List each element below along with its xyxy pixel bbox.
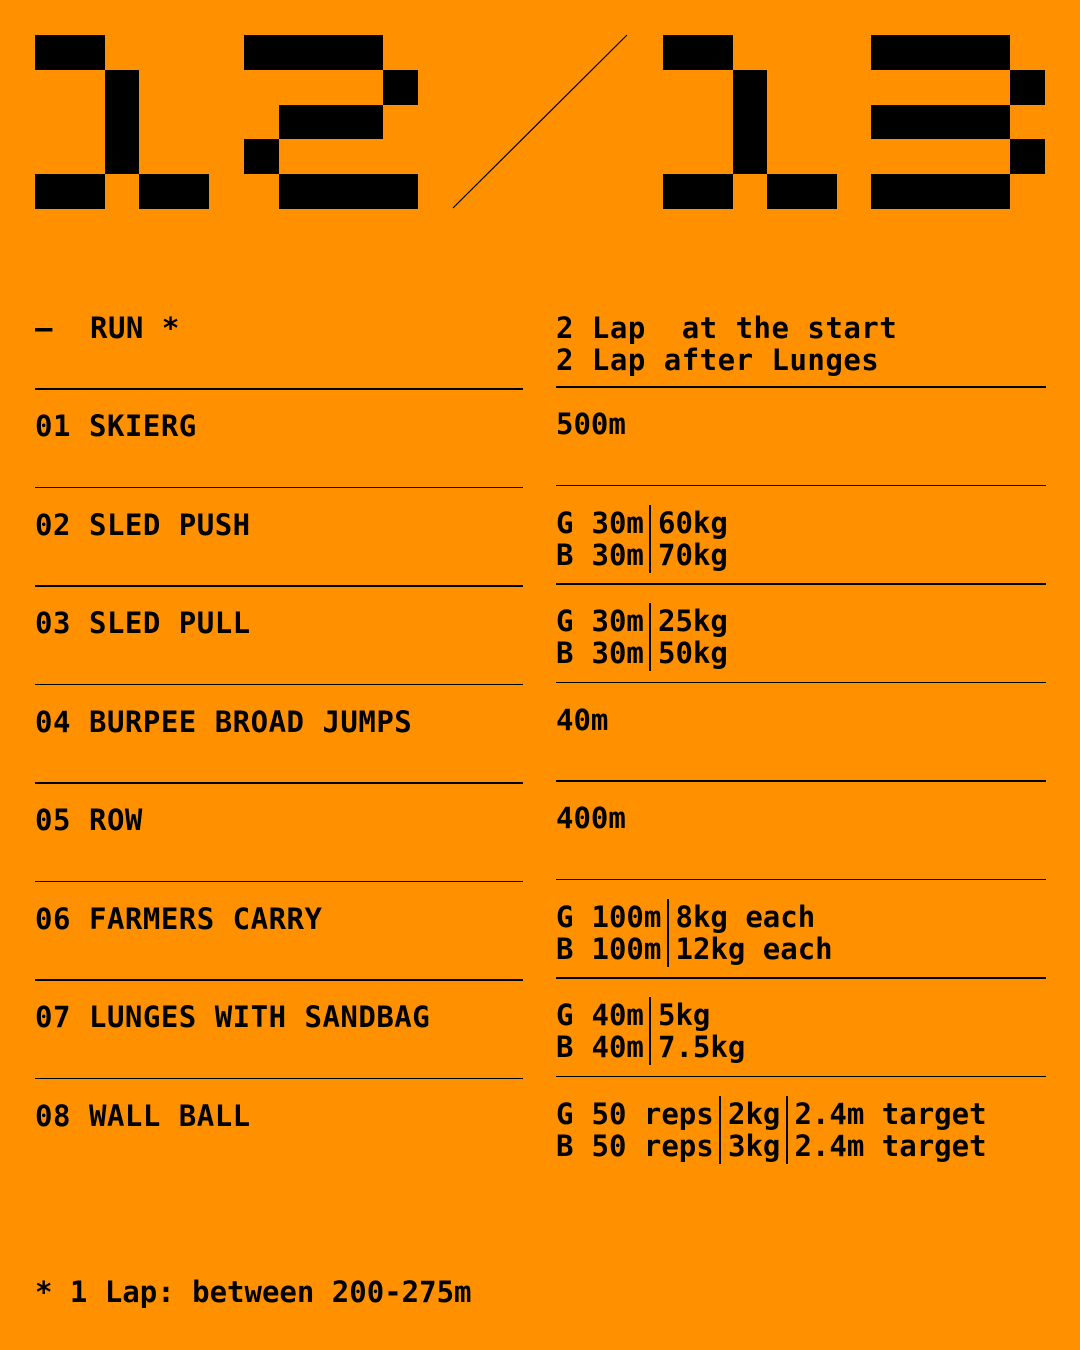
station-detail-cell: 50kg: [658, 636, 728, 670]
station-detail-cell: 400m: [556, 801, 626, 835]
row-divider: [556, 386, 1046, 388]
row-divider: [35, 1078, 523, 1080]
row-divider: [35, 487, 523, 489]
station-detail-cell: 50 reps: [591, 1128, 714, 1163]
station-name: FARMERS CARRY: [89, 901, 323, 936]
station-detail-cell: B: [556, 931, 574, 966]
station-detail-cell: B: [556, 1128, 574, 1163]
run-label: RUN *: [90, 311, 180, 345]
station-number: 03: [35, 606, 71, 640]
station-detail-cell: 12kg each: [675, 931, 833, 966]
station-detail-cell: 2.4m target: [794, 1096, 987, 1131]
station-number: 07: [35, 1000, 71, 1034]
station-number: 02: [35, 507, 71, 542]
station-detail-cell: 2kg: [728, 1096, 781, 1131]
station-detail-cell: 40m: [591, 1030, 644, 1064]
row-divider: [556, 780, 1046, 782]
column-separator: [649, 505, 651, 573]
station-detail-cell: 25kg: [658, 604, 728, 638]
station-detail-cell: 60kg: [658, 505, 728, 540]
station-number: 04: [35, 704, 71, 739]
row-divider: [556, 583, 1046, 585]
station-detail-cell: 30m: [591, 537, 644, 572]
station-detail-cell: 30m: [591, 505, 644, 540]
row-divider: [35, 782, 523, 784]
station-detail-cell: 2.4m target: [794, 1128, 987, 1163]
station-detail-cell: 8kg each: [675, 899, 816, 934]
run-row-detail: [556, 312, 1046, 390]
row-divider: [35, 979, 523, 981]
row-divider: [556, 485, 1046, 487]
station-detail-cell: B: [556, 636, 574, 670]
station-detail-cell: G: [556, 604, 574, 638]
station-detail-cell: 30m: [591, 636, 644, 670]
column-separator: [786, 1096, 788, 1164]
counter-slash-icon: [0, 0, 1080, 240]
station-number: 05: [35, 803, 71, 837]
station-detail-cell: G: [556, 1096, 574, 1131]
run-dash: —: [35, 311, 53, 345]
station-detail-cell: G: [556, 505, 574, 540]
station-detail-cell: 100m: [591, 931, 662, 966]
row-divider: [556, 682, 1046, 684]
column-separator: [719, 1096, 721, 1164]
station-detail-cell: B: [556, 537, 574, 572]
row-divider: [35, 585, 523, 587]
station-name: LUNGES WITH SANDBAG: [89, 1000, 431, 1034]
station-detail-cell: 40m: [591, 998, 644, 1032]
station-number: 06: [35, 901, 71, 936]
run-detail-line1: 2 Lap at the start: [556, 311, 898, 345]
station-number: 01: [35, 409, 71, 443]
station-name: SLED PUSH: [89, 507, 251, 542]
column-separator: [649, 603, 651, 671]
row-divider: [35, 388, 523, 390]
station-number: 08: [35, 1098, 71, 1133]
row-divider: [556, 1076, 1046, 1078]
run-detail-line2: 2 Lap after Lunges: [556, 343, 880, 377]
run-row-label: [35, 312, 523, 390]
station-name: SKIERG: [89, 409, 197, 443]
station-detail-cell: 40m: [556, 702, 609, 737]
row-divider: [35, 881, 523, 883]
column-separator: [649, 997, 651, 1065]
station-detail-cell: 30m: [591, 604, 644, 638]
row-divider: [556, 977, 1046, 979]
column-separator: [667, 899, 669, 967]
station-name: ROW: [89, 803, 143, 837]
row-divider: [35, 684, 523, 686]
station-name: WALL BALL: [89, 1098, 251, 1133]
station-detail-cell: 7.5kg: [658, 1030, 746, 1064]
station-detail-cell: 3kg: [728, 1128, 781, 1163]
station-detail-cell: G: [556, 899, 574, 934]
station-name: BURPEE BROAD JUMPS: [89, 704, 413, 739]
row-divider: [556, 879, 1046, 881]
station-detail-cell: 50 reps: [591, 1096, 714, 1131]
station-detail-cell: B: [556, 1030, 574, 1064]
station-detail-cell: 70kg: [658, 537, 728, 572]
footnote: * 1 Lap: between 200-275m: [35, 1275, 472, 1309]
station-detail-cell: 5kg: [658, 998, 711, 1032]
station-detail-cell: 500m: [556, 407, 626, 441]
station-detail-cell: G: [556, 998, 574, 1032]
station-detail-cell: 100m: [591, 899, 662, 934]
station-name: SLED PULL: [89, 606, 251, 640]
